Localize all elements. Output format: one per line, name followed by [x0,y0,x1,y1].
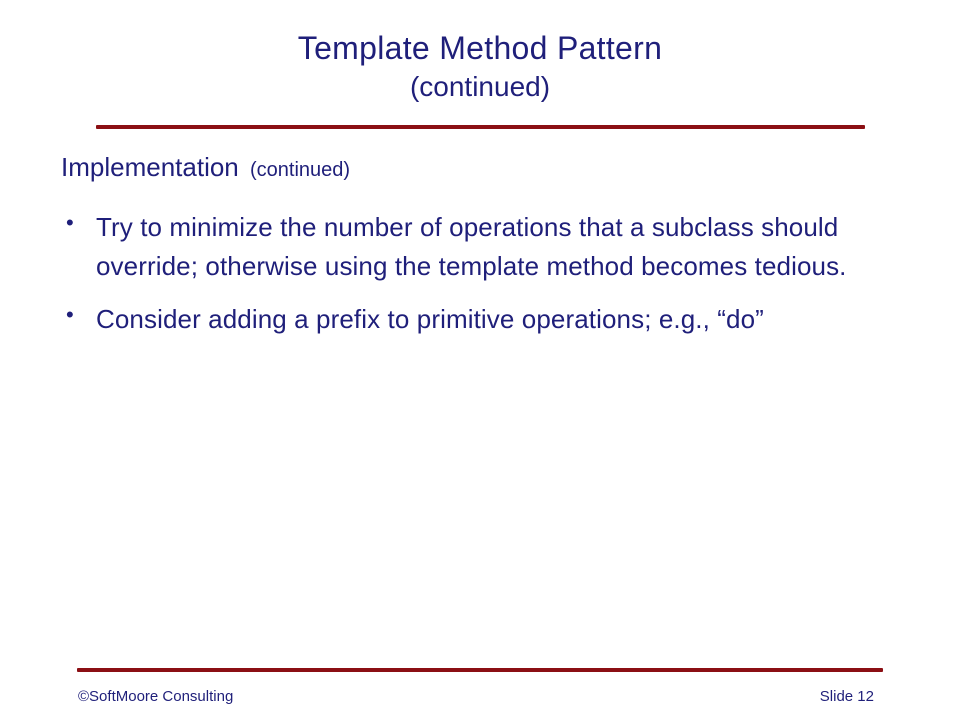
bullet-text: Consider adding a prefix to primitive operations; e.g., “do” [96,304,764,334]
bullet-list [60,208,910,353]
bullet-text: Try to minimize the number of operations that a subclass should override; otherwise using the template method becomes tedious. [96,212,847,281]
bullet-dot-icon: • [66,210,74,235]
bullet-dot-icon: • [66,302,74,327]
slide-title [96,28,864,104]
title-divider [96,125,865,129]
bullet-item [60,300,910,339]
footer-divider [77,668,883,672]
footer-copyright: ©SoftMoore Consulting [78,688,234,705]
section-heading-paren: (continued) [250,159,351,181]
title-main: Template Method Pattern [297,30,663,66]
section-heading [61,150,350,187]
slide-number: Slide 12 [819,688,874,705]
bullet-item [60,208,910,286]
title-subtitle: (continued) [409,71,551,102]
section-heading-text: Implementation [61,152,239,182]
